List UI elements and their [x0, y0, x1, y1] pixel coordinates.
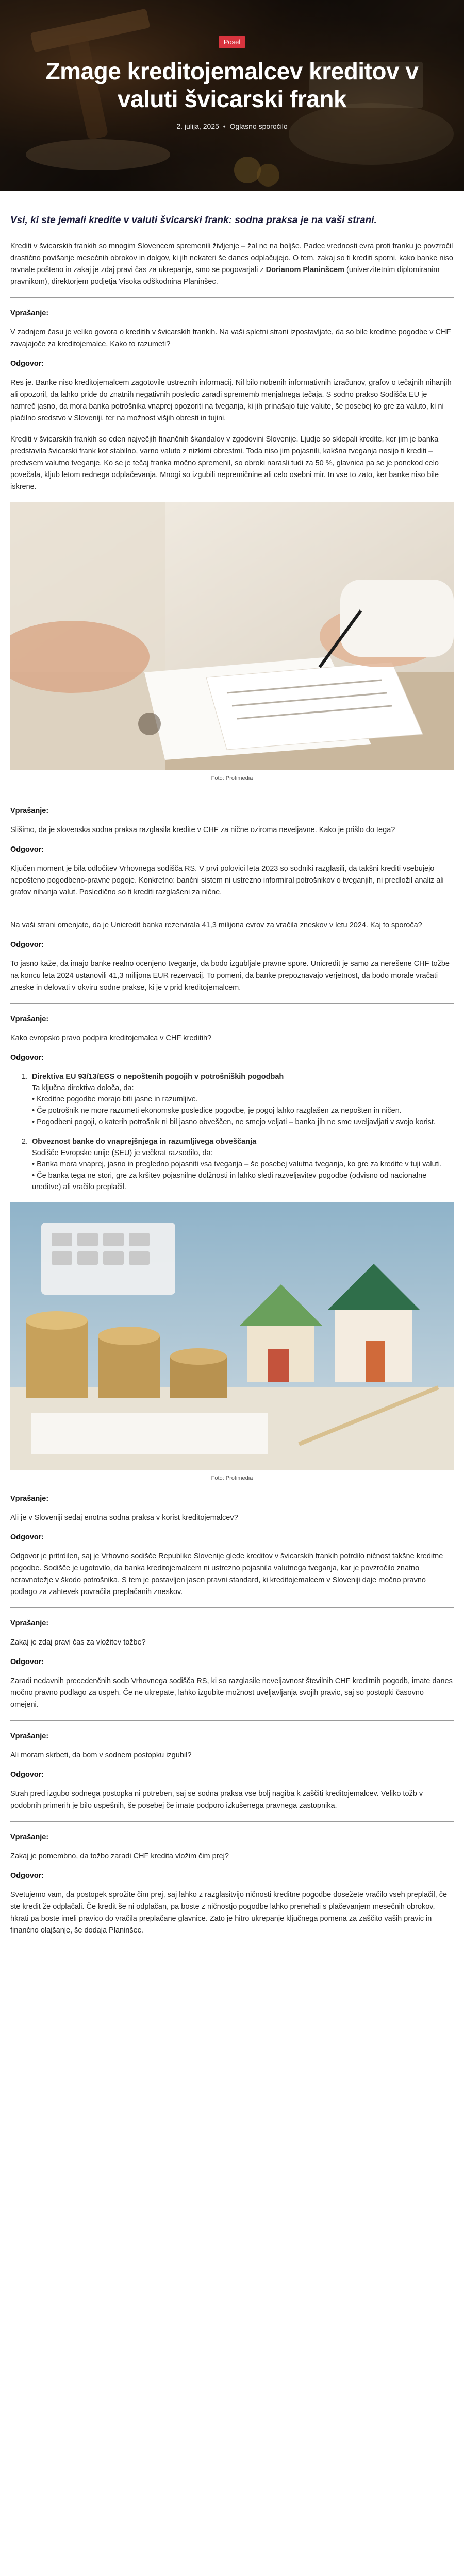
- answer-text: Res je. Banke niso kreditojemalcem zagotovile ustreznih informacij. Nil bilo nobenih informativnih izračunov, grafov o tečajnih nihanjih ali opozoril, da lahko pride do znatnih negativnih posledic zaradi sprememb menjalnega tečaja. S sodno prakso Sodišča EU je namreč jasno, da mora banka potrošnika vnaprej opozoriti na tveganja, ki jih prinašajo tuje valute, še posebej ko gre za valuto, ki ni plačilno sredstvo v Sloveniji, ter na možnost višjih obresti in tujini.: [10, 379, 452, 422]
- article-meta: [15, 122, 449, 130]
- point-title: 2. Obveznost banke do vnaprejšnjega in razumljivega obveščanja: [32, 1138, 257, 1146]
- answer-label: Odgovor:: [10, 1872, 44, 1880]
- point-intro: Ta ključna direktiva določa, da:: [32, 1084, 134, 1092]
- article-lead: Vsi, ki ste jemali kredite v valuti švicarski frank: sodna praksa je na vaši strani.: [10, 215, 377, 226]
- photo-caption: Foto: Profimedia: [211, 775, 253, 782]
- question-text: Zakaj je pomembno, da tožbo zaradi CHF kredita vložim čim prej?: [10, 1852, 229, 1860]
- answer-text: Ključen moment je bila odločitev Vrhovnega sodišča RS. V prvi polovici leta 2023 so sodniki razglasili, da takšni krediti vsebujejo nepošteno pogodbeno-pravne pogoje. Konkretno: bančni sistem ni ustrezno informiral potrošnikov o tveganjih, ni predložil analiz ali grafov nihanja valut. Posledično so ti krediti razglašeni za nične.: [10, 865, 444, 896]
- eu-law-point: [30, 1071, 454, 1128]
- hero-content: [0, 36, 464, 130]
- article-body: [0, 191, 464, 1967]
- publish-date: 2. julija, 2025: [176, 122, 219, 130]
- question-text: V zadnjem času je veliko govora o kreditih v švicarskih frankih. Na vaši spletni strani izpostavljate, da so bile kreditne pogodbe v CHF zavajajoče za kreditojemalce. Kako to razumeti?: [10, 328, 451, 348]
- point-list: [32, 1159, 454, 1193]
- question-label: Vprašanje:: [10, 807, 49, 815]
- list-item: • Kreditne pogodbe morajo biti jasne in razumljive.: [32, 1094, 454, 1105]
- answer-label: Odgovor:: [10, 941, 44, 949]
- list-item: • Če banka tega ne stori, gre za kršitev pojasnilne dolžnosti in lahko sledi razveljavitev pogodbe (odvisno od nacionalne ureditve) ali vračilo preplačil.: [32, 1170, 454, 1193]
- question-label: Vprašanje:: [10, 309, 49, 317]
- question-label: Vprašanje:: [10, 1732, 49, 1740]
- answer-text: Svetujemo vam, da postopek sprožite čim prej, saj lahko z razglasitvijo ničnosti kreditne pogodbe dosežete vračilo vseh preplačil, če ste kredit že odplačali. Če kredit še ni odplačan, pa boste z ničnostjo pogodbe lahko prenehali s plačevanjem mesečnih obrokov, hkrati pa boste imeli pravico do vračila preplačane glavnice. Zato je hitro ukrepanje ključnega pomena za zaščito vaših pravic in finančno olajšanje, še dodaja Planinšec.: [10, 1891, 448, 1935]
- answer-label: Odgovor:: [10, 1533, 44, 1541]
- eu-law-point: [30, 1136, 454, 1193]
- question-label: Vprašanje:: [10, 1619, 49, 1628]
- point-intro: Sodišče Evropske unije (SEU) je večkrat razsodilo, da:: [32, 1149, 213, 1157]
- question-label: Vprašanje:: [10, 1015, 49, 1023]
- list-item: • Pogodbeni pogoji, o katerih potrošnik ni bil jasno obveščen, ne smejo veljati – banka jih ne sme uveljavljati v svojo korist.: [32, 1116, 454, 1128]
- question-label: Vprašanje:: [10, 1833, 49, 1841]
- contract-signing-image: [10, 502, 454, 770]
- answer-text: Strah pred izgubo sodnega postopka ni potreben, saj se sodna praksa vse bolj nagiba k zaščiti kreditojemalcev. Veliko tožb v podobnih primerih je bilo uspešnih, še posebej če imate podporo izkušenega pravnega zastopnika.: [10, 1790, 423, 1810]
- article-intro: Krediti v švicarskih frankih so mnogim Slovencem spremenili življenje – žal ne na boljše. Padec vrednosti evra proti franku je povzročil drastično povišanje mesečnih obrokov in dolgov, ki jih nekateri še danes odplačujejo. O tem, zakaj so ti krediti sporni, kako banke niso ravnale pošteno in zakaj je zdaj pravi čas za ukrepanje, smo se pogovarjali z Dorianom Planinšcem (univerzitetnim diplomiranim pravnikom), direktorjem podjetja Visoka odškodnina Planinšec.: [10, 242, 453, 286]
- question-text: Slišimo, da je slovenska sodna praksa razglasila kredite v CHF za nične oziroma neveljavne. Kako je prišlo do tega?: [10, 826, 395, 834]
- eu-law-points: [30, 1071, 454, 1193]
- section-divider: [10, 1003, 454, 1004]
- question-text: Ali je v Sloveniji sedaj enotna sodna praksa v korist kreditojemalcev?: [10, 1514, 238, 1522]
- photo-caption: Foto: Profimedia: [211, 1475, 253, 1481]
- category-badge[interactable]: Posel: [219, 36, 246, 48]
- article-category[interactable]: Oglasno sporočilo: [229, 122, 288, 130]
- answer-text: Zaradi nedavnih precedenčnih sodb Vrhovnega sodišča RS, ki so razglasile neveljavnost številnih CHF kreditnih pogodb, imate danes močno pravno podlago za uspeh. Če ne ukrepate, lahko izgubite možnost uveljavljanja svojih pravic, saj so postopki časovno omejeni.: [10, 1677, 453, 1709]
- interviewee-name: Dorianom Planinšcem: [266, 266, 344, 274]
- point-title: 1. Direktiva EU 93/13/EGS o nepoštenih pogojih v potrošniških pogodbah: [32, 1073, 284, 1081]
- answer-text: Krediti v švicarskih frankih so eden največjih finančnih škandalov v zgodovini Slovenije. Ljudje so sklepali kredite, ker jim je banka predstavila švicarski frank kot stabilno, varno valuto z nizkimi obrestmi. Toda niso jim pojasnili, kakšna tveganja nosijo ti krediti – predvsem valutno tveganje. Ko se je tečaj franka močno spremenil, so obroki narasli tudi za 50 %, glavnica pa se je ponekod celo povečala, kljub letom rednega odplačevanja. Mnogi so izgubili nepremičnine ali celo osebni mir. In vse to zato, ker banke niso bile iskrene.: [10, 435, 439, 491]
- question-label: Vprašanje:: [10, 1495, 49, 1503]
- meta-separator: •: [223, 122, 226, 130]
- article-photo-coins: [10, 1202, 454, 1481]
- answer-label: Odgovor:: [10, 845, 44, 854]
- answer-label: Odgovor:: [10, 1054, 44, 1062]
- question-text: Na vaši strani omenjate, da je Unicredit banka rezervirala 41,3 milijona evrov za vračila zneskov v letu 2024. Kaj to sporoča?: [10, 921, 422, 929]
- question-text: Kako evropsko pravo podpira kreditojemalca v CHF kreditih?: [10, 1034, 212, 1042]
- section-divider: [10, 1607, 454, 1608]
- answer-text: Odgovor je pritrdilen, saj je Vrhovno sodišče Republike Slovenije glede kreditov v švicarskih frankih potrdilo ničnost takšne kreditne pogodbe. Sodišče je ugotovilo, da banka kreditojemalcem ni ustrezno pojasnila valutnega tveganja, kar je povzročilo znatno neravnotežje v škodo potrošnika. S tem je postavljen jasen pravni standard, ki kreditojemalcem v Sloveniji daje močno pravno podlago za zahtevek povračila preplačanih zneskov.: [10, 1552, 443, 1596]
- question-text: Ali moram skrbeti, da bom v sodnem postopku izgubil?: [10, 1751, 192, 1759]
- answer-label: Odgovor:: [10, 360, 44, 368]
- answer-label: Odgovor:: [10, 1658, 44, 1666]
- answer-text: To jasno kaže, da imajo banke realno ocenjeno tveganje, da bodo izgubljale pravne spore. Unicredit je samo za nerešene CHF tožbe na koncu leta 2024 ustanovili 41,3 milijona EUR rezervacij. To pomeni, da banke prepoznavajo verjetnost, da bodo morale vračati zneske in delovati v okviru sodne prakse, ki je v prid kreditojemalcem.: [10, 960, 450, 992]
- answer-label: Odgovor:: [10, 1771, 44, 1779]
- point-list: [32, 1094, 454, 1128]
- list-item: • Če potrošnik ne more razumeti ekonomske posledice pogodbe, je pogoj lahko razglašen za nepošten in ničen.: [32, 1105, 454, 1116]
- section-divider: [10, 297, 454, 298]
- article-photo-contract: [10, 502, 454, 782]
- question-text: Zakaj je zdaj pravi čas za vložitev tožbe?: [10, 1638, 146, 1647]
- section-divider: [10, 1821, 454, 1822]
- hero-banner: [0, 0, 464, 191]
- section-divider: [10, 1720, 454, 1721]
- coins-and-house-image: [10, 1202, 454, 1470]
- article-title: Zmage kreditojemalcev kreditov v valuti švicarski frank: [45, 58, 419, 112]
- list-item: • Banka mora vnaprej, jasno in pregledno pojasniti vsa tveganja – še posebej valutna tveganja, ko gre za kredite v tuji valuti.: [32, 1159, 454, 1170]
